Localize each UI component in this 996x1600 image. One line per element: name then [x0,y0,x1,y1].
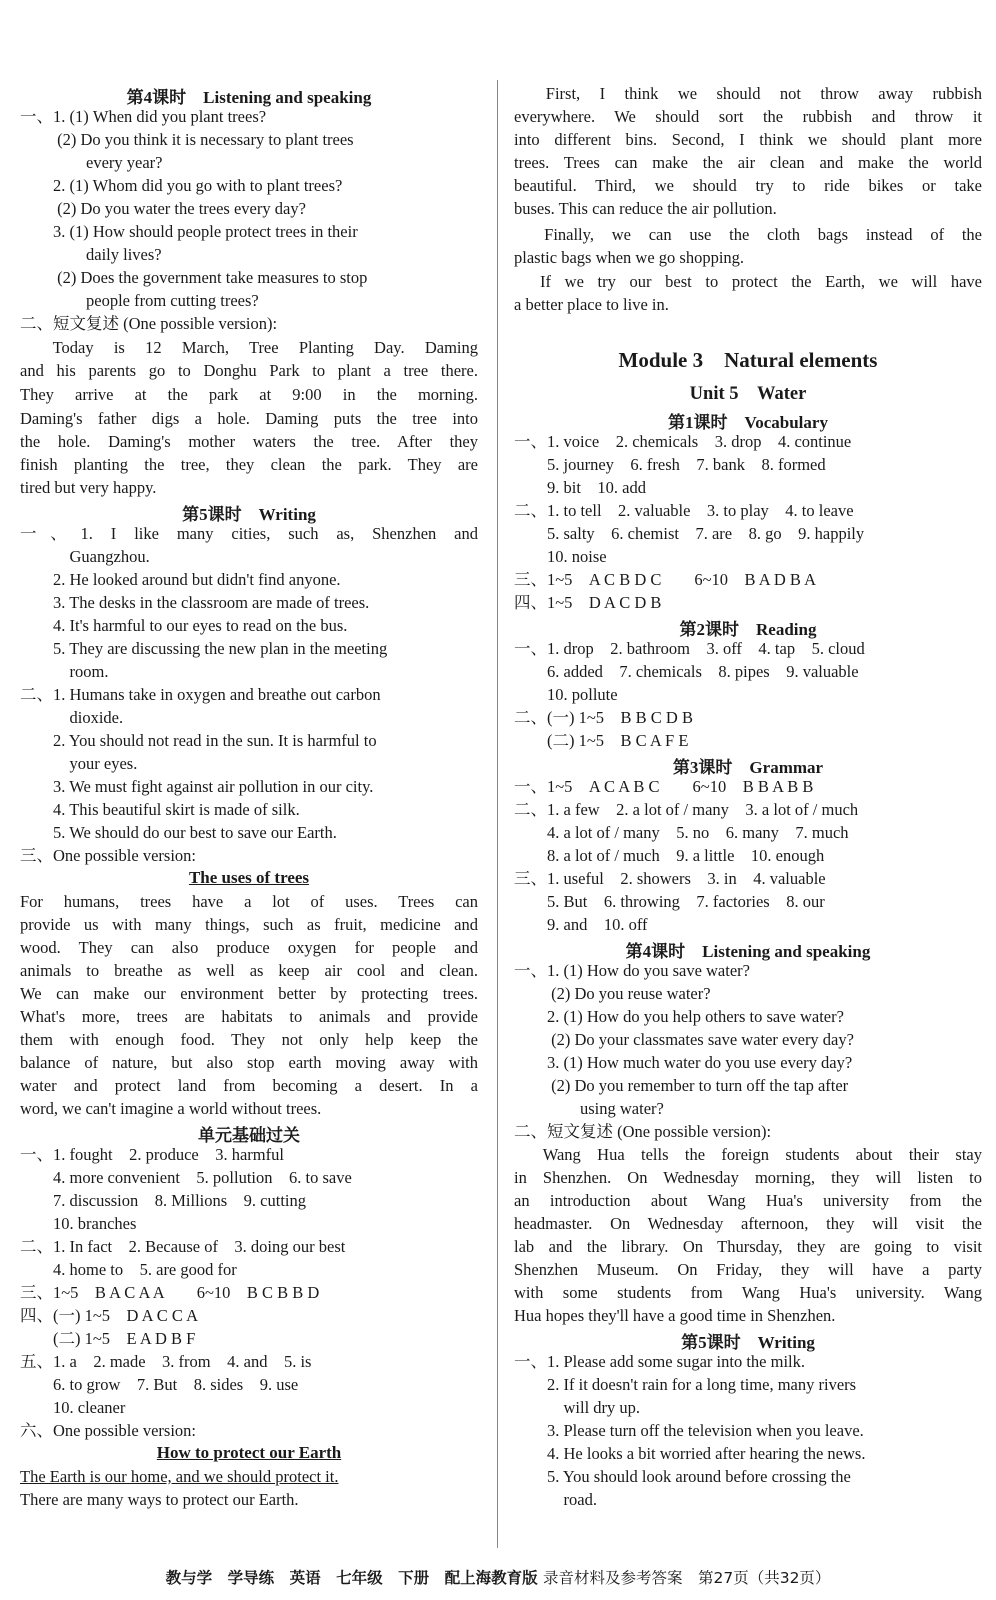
answer-line: (2) Do you remember to turn off the tap after [514,1076,849,1095]
answer-line: Finally, we can use the cloth bags instead of the [514,225,982,244]
answer-line: Guangzhou. [20,547,150,566]
answer-line: your eyes. [20,754,138,773]
section-heading: 第5课时 Writing [681,1333,815,1352]
answer-line: 5. But 6. throwing 7. factories 8. our [514,892,825,911]
answer-line: 5. You should look around before crossing the [514,1467,851,1486]
answer-line: 4. It's harmful to our eyes to read on the bus. [20,616,348,635]
answer-line: 3. Please turn off the television when you leave. [514,1421,864,1440]
answer-line: 二、1. In fact 2. Because of 3. doing our best [20,1237,346,1256]
answer-line: everywhere. We should sort the rubbish and throw it [514,107,982,126]
answer-line: The Earth is our home, and we should protect it. [20,1467,339,1486]
answer-line: 5. We should do our best to save our Earth. [20,823,337,842]
essay-title: The uses of trees [188,868,310,887]
page-footer [0,1566,996,1588]
answer-line: in Shenzhen. On Wednesday morning, they will listen to [514,1168,982,1187]
answer-line: 7. discussion 8. Millions 9. cutting [20,1191,307,1210]
footer-title: 教与学 学导练 英语 七年级 下册 配上海教育版 [165,1569,538,1587]
section-heading: 第1课时 Vocabulary [668,413,828,432]
answer-line: We can make our environment better by protecting trees. [20,984,478,1003]
answer-line: 3. The desks in the classroom are made of trees. [20,593,370,612]
answer-line: 二、1. Humans take in oxygen and breathe out carbon [20,685,381,704]
answer-line: 三、1~5 A C B D C 6~10 B A D B A [514,570,817,589]
answer-line: 2. If it doesn't rain for a long time, many rivers [514,1375,857,1394]
answer-line: using water? [514,1099,664,1118]
section-heading: 第2课时 Reading [679,620,817,639]
answer-line: plastic bags when we go shopping. [514,248,745,267]
answer-line: (2) Do your classmates save water every day? [514,1030,854,1049]
answer-line: First, I think we should not throw away rubbish [514,84,982,103]
essay-title: How to protect our Earth [156,1443,342,1462]
answer-line: 一、1. fought 2. produce 3. harmful [20,1145,284,1164]
answer-line: 2. (1) How do you help others to save water? [514,1007,844,1026]
footer-page-info: 录音材料及参考答案 第27页（共32页） [542,1569,831,1587]
answer-line: 10. pollute [514,685,618,704]
answer-line: wood. They can also produce oxygen for people and [20,938,478,957]
answer-line: 二、1. to tell 2. valuable 3. to play 4. to leave [514,501,854,520]
answer-line: 二、(一) 1~5 B B C D B [514,708,693,727]
answer-line: will dry up. [514,1398,641,1417]
answer-line: 三、1. useful 2. showers 3. in 4. valuable [514,869,826,888]
answer-line: animals to breathe as well as keep air cool and clean. [20,961,478,980]
answer-line: 三、One possible version: [20,846,196,865]
answer-line: 四、1~5 D A C D B [514,593,662,612]
answer-line: 9. and 10. off [514,915,648,934]
answer-line: (2) Do you reuse water? [514,984,711,1003]
answer-line: 一、1. (1) How do you save water? [514,961,750,980]
answer-line: water and protect land from becoming a desert. In a [20,1076,478,1095]
answer-line: 5. salty 6. chemist 7. are 8. go 9. happily [514,524,865,543]
answer-line: 6. added 7. chemicals 8. pipes 9. valuable [514,662,859,681]
section-heading: 第4课时 Listening and speaking [126,88,372,107]
answer-line: 10. branches [20,1214,137,1233]
answer-line: lab and the library. On Thursday, they are going to visit [514,1237,982,1256]
answer-line: What's more, trees are habitats to animals and provide [20,1007,478,1026]
answer-line: (二) 1~5 B C A F E [514,731,689,750]
answer-line: 3. (1) How should people protect trees in their [20,222,358,241]
answer-line: people from cutting trees? [20,291,259,310]
answer-line: every year? [20,153,163,172]
answer-line: 8. a lot of / much 9. a little 10. enough [514,846,825,865]
answer-line: Daming's father digs a hole. Daming puts the tree into [20,409,478,428]
answer-line: Shenzhen Museum. On Friday, they will have a party [514,1260,982,1279]
answer-line: and his parents go to Donghu Park to plant a tree there. [20,361,478,380]
answer-line: 3. We must fight against air pollution in our city. [20,777,374,796]
answer-line: 一、1. I like many cities, such as, Shenzhen and [20,524,478,543]
answer-line: daily lives? [20,245,162,264]
answer-line: road. [514,1490,597,1509]
answer-line: 四、(一) 1~5 D A C C A [20,1306,199,1325]
answer-line: 5. They are discussing the new plan in the meeting [20,639,388,658]
answer-line: beautiful. Third, we should try to ride bikes or take [514,176,982,195]
answer-line: 10. cleaner [20,1398,126,1417]
answer-line: 5. journey 6. fresh 7. bank 8. formed [514,455,826,474]
answer-line: with some students from Wang Hua's university. Wang [514,1283,982,1302]
answer-line: 三、1~5 B A C A A 6~10 B C B B D [20,1283,320,1302]
answer-line: provide us with many things, such as fruit, medicine and [20,915,478,934]
answer-line: 6. to grow 7. But 8. sides 9. use [20,1375,299,1394]
section-heading: 第5课时 Writing [182,505,316,524]
answer-line: 2. You should not read in the sun. It is harmful to [20,731,377,750]
answer-line: 9. bit 10. add [514,478,646,497]
answer-line: an introduction about Wang Hua's university from the [514,1191,982,1210]
section-heading: 第3课时 Grammar [672,758,824,777]
answer-line: Today is 12 March, Tree Planting Day. Daming [20,338,478,357]
answer-line: room. [20,662,109,681]
answer-line: 4. more convenient 5. pollution 6. to save [20,1168,352,1187]
answer-line: 一、1. drop 2. bathroom 3. off 4. tap 5. cloud [514,639,865,658]
answer-line: 二、短文复述 (One possible version): [514,1122,772,1141]
answer-line: the hole. Daming's mother waters the tree. After they [20,432,478,451]
answer-line: 六、One possible version: [20,1421,196,1440]
answer-line: 4. home to 5. are good for [20,1260,237,1279]
answer-line: 4. He looks a bit worried after hearing the news. [514,1444,866,1463]
answer-line: into different bins. Second, I think we should plant more [514,130,982,149]
answer-line: 3. (1) How much water do you use every day? [514,1053,853,1072]
answer-line: (2) Does the government take measures to stop [20,268,368,287]
answer-line: There are many ways to protect our Earth. [20,1490,299,1509]
answer-line: 4. This beautiful skirt is made of silk. [20,800,300,819]
answer-line: 一、1. Please add some sugar into the milk. [514,1352,805,1371]
answer-line: (二) 1~5 E A D B F [20,1329,196,1348]
answer-line: (2) Do you water the trees every day? [20,199,306,218]
answer-line: 二、1. a few 2. a lot of / many 3. a lot of / much [514,800,859,819]
answer-line: headmaster. On Wednesday afternoon, they will visit the [514,1214,982,1233]
answer-line: 4. a lot of / many 5. no 6. many 7. much [514,823,849,842]
section-heading: Module 3 Natural elements [618,348,878,372]
answer-line: Hua hopes they'll have a good time in Shenzhen. [514,1306,836,1325]
answer-line: If we try our best to protect the Earth, we will have [514,272,982,291]
section-heading: Unit 5 Water [689,384,807,404]
answer-line: word, we can't imagine a world without trees. [20,1099,322,1118]
answer-line: Wang Hua tells the foreign students about their stay [514,1145,982,1164]
answer-line: They arrive at the park at 9:00 in the morning. [20,385,478,404]
column-divider [497,80,498,1548]
answer-line: 10. noise [514,547,607,566]
answer-line: tired but very happy. [20,478,157,497]
answer-line: dioxide. [20,708,124,727]
section-heading: 第4课时 Listening and speaking [625,942,871,961]
answer-line: balance of nature, but also stop earth moving away with [20,1053,478,1072]
answer-line: 2. (1) Whom did you go with to plant trees? [20,176,343,195]
answer-line: buses. This can reduce the air pollution. [514,199,777,218]
answer-line: 一、1. voice 2. chemicals 3. drop 4. continue [514,432,852,451]
answer-line: 一、1~5 A C A B C 6~10 B B A B B [514,777,814,796]
answer-line: trees. Trees can make the air clean and make the world [514,153,982,172]
answer-line: (2) Do you think it is necessary to plant trees [20,130,354,149]
answer-line: finish planting the tree, they clean the park. They are [20,455,478,474]
answer-line: 五、1. a 2. made 3. from 4. and 5. is [20,1352,312,1371]
answer-line: them with enough food. They not only help keep the [20,1030,478,1049]
answer-line: 2. He looked around but didn't find anyone. [20,570,341,589]
section-heading: 单元基础过关 [198,1126,300,1145]
answer-line: 一、1. (1) When did you plant trees? [20,107,267,126]
answer-line: a better place to live in. [514,295,669,314]
answer-line: For humans, trees have a lot of uses. Trees can [20,892,478,911]
answer-line: 二、短文复述 (One possible version): [20,314,278,333]
